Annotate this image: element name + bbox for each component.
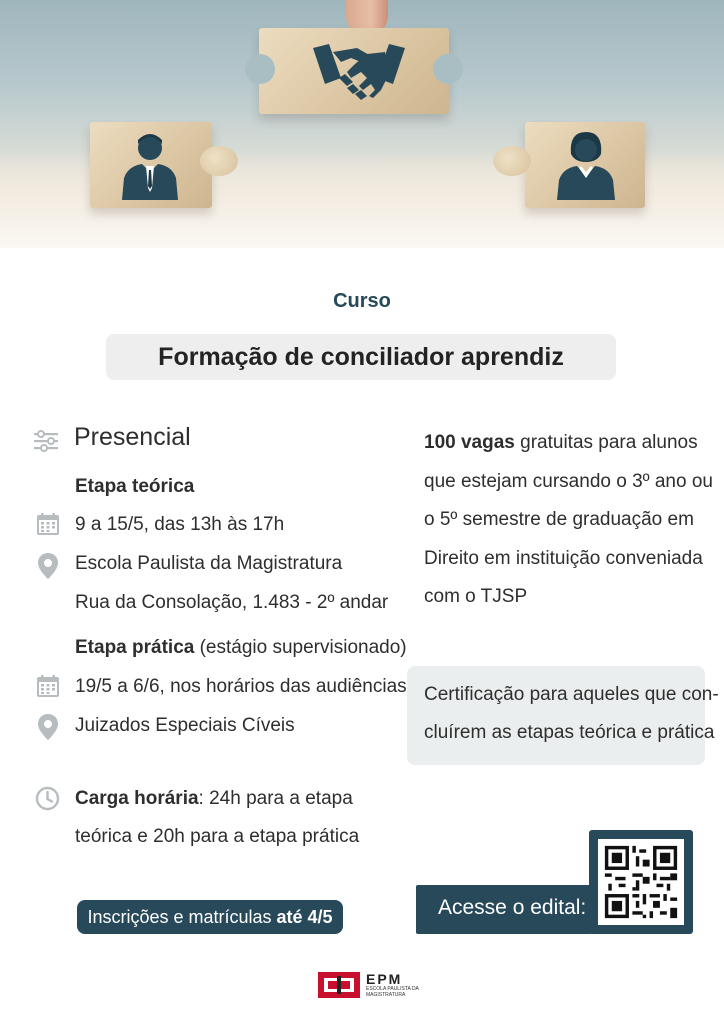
course-title: Formação de conciliador aprendiz	[158, 342, 564, 371]
handshake-icon	[311, 38, 407, 104]
cert-line1: Certificação para aqueles que con-	[424, 684, 719, 705]
theory-heading: Etapa teórica	[75, 476, 195, 497]
vacancies-bold: 100 vagas	[424, 432, 515, 453]
workload-bold: Carga horária	[75, 788, 199, 809]
certification-box	[407, 666, 719, 765]
qr-code-frame[interactable]	[589, 830, 693, 934]
puzzle-piece-handshake	[259, 28, 449, 114]
puzzle-piece-man	[90, 122, 212, 208]
vacancies-info	[424, 424, 713, 617]
vacancies-line4: Direito em instituição conveniada	[424, 547, 703, 569]
vacancies-line1	[424, 424, 704, 463]
practice-heading	[75, 637, 407, 658]
epm-logo-text: EPM	[366, 971, 403, 987]
practice-place: Juizados Especiais Cíveis	[75, 715, 295, 736]
practice-heading-rest: (estágio supervisionado)	[194, 637, 407, 658]
workload	[75, 788, 353, 809]
calendar-icon	[36, 674, 60, 698]
man-avatar-icon	[120, 128, 180, 200]
vacancies-rest: gratuitas para alunos	[514, 432, 698, 453]
registration-pill	[77, 900, 343, 934]
course-label: Curso	[333, 290, 391, 312]
puzzle-piece-woman	[525, 122, 645, 208]
epm-logo	[318, 970, 418, 1000]
theory-address: Rua da Consolação, 1.483 - 2º andar	[75, 592, 389, 613]
epm-logo-mark	[318, 972, 360, 998]
qr-code[interactable]	[598, 839, 684, 925]
woman-avatar-icon	[555, 128, 617, 200]
workload-rest: : 24h para a etapa	[198, 788, 353, 809]
vacancies-line5: com o TJSP	[424, 586, 528, 607]
edital-link[interactable]	[416, 885, 591, 934]
practice-heading-bold: Etapa prática	[75, 637, 195, 658]
hero-image	[0, 0, 724, 248]
cert-line2: cluírem as etapas teórica e prática	[424, 722, 715, 743]
sliders-icon	[33, 428, 59, 454]
modality: Presencial	[74, 423, 191, 451]
theory-place: Escola Paulista da Magistratura	[75, 553, 343, 574]
workload-line2: teórica e 20h para a etapa prática	[75, 826, 360, 847]
clock-icon	[35, 786, 60, 811]
location-pin-icon	[37, 552, 59, 580]
course-title-box	[106, 334, 616, 380]
practice-dates: 19/5 a 6/6, nos horários das audiências	[75, 676, 407, 697]
vacancies-line3: o 5º semestre de graduação em	[424, 509, 694, 530]
epm-logo-subtitle: ESCOLA PAULISTA DA MAGISTRATURA	[366, 986, 419, 998]
vacancies-line2: que estejam cursando o 3º ano ou	[424, 470, 713, 492]
theory-dates: 9 a 15/5, das 13h às 17h	[75, 514, 285, 535]
edital-label: Acesse o edital:	[438, 896, 587, 919]
registration-deadline: até 4/5	[276, 906, 333, 927]
calendar-icon	[36, 512, 60, 536]
registration-text: Inscrições e matrículas	[87, 906, 272, 927]
location-pin-icon	[37, 713, 59, 741]
